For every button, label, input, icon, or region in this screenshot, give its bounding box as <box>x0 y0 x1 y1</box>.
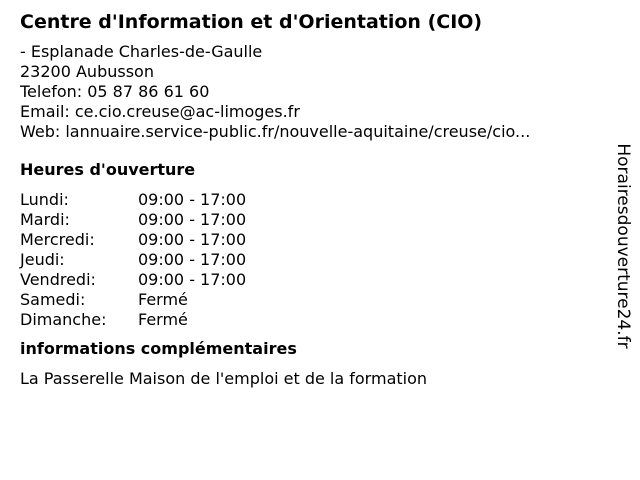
day-label: Mercredi: <box>20 230 95 249</box>
address-block <box>20 42 600 142</box>
day-label: Dimanche: <box>20 310 107 329</box>
day-label: Jeudi: <box>20 250 65 269</box>
phone-number: Telefon: 05 87 86 61 60 <box>20 82 210 101</box>
day-hours: 09:00 - 17:00 <box>138 190 247 209</box>
day-hours: 09:00 - 17:00 <box>138 270 247 289</box>
day-hours: Fermé <box>138 290 188 309</box>
hours-row-dimanche <box>20 310 600 330</box>
site-watermark: Horairesdouverture24.fr <box>613 143 633 349</box>
page-title: Centre d'Information et d'Orientation (CIO) <box>20 11 483 33</box>
street-address: - Esplanade Charles-de-Gaulle <box>20 42 263 61</box>
city-postal: 23200 Aubusson <box>20 62 154 81</box>
hours-row-mardi <box>20 210 600 230</box>
hours-list <box>20 190 600 330</box>
hours-row-lundi <box>20 190 600 210</box>
hours-row-mercredi <box>20 230 600 250</box>
day-label: Samedi: <box>20 290 86 309</box>
day-hours: 09:00 - 17:00 <box>138 210 247 229</box>
info-text: La Passerelle Maison de l'emploi et de la formation <box>20 369 428 388</box>
hours-row-samedi <box>20 290 600 310</box>
day-hours: Fermé <box>138 310 188 329</box>
hours-heading: Heures d'ouverture <box>20 160 196 179</box>
day-hours: 09:00 - 17:00 <box>138 250 247 269</box>
day-label: Lundi: <box>20 190 69 209</box>
day-hours: 09:00 - 17:00 <box>138 230 247 249</box>
day-label: Vendredi: <box>20 270 96 289</box>
hours-row-vendredi <box>20 270 600 290</box>
business-card <box>20 8 600 389</box>
hours-row-jeudi <box>20 250 600 270</box>
email-address: Email: ce.cio.creuse@ac-limoges.fr <box>20 102 300 121</box>
web-address: Web: lannuaire.service-public.fr/nouvelle-aquitaine/creuse/cio... <box>20 122 531 141</box>
day-label: Mardi: <box>20 210 70 229</box>
info-heading: informations complémentaires <box>20 339 297 358</box>
